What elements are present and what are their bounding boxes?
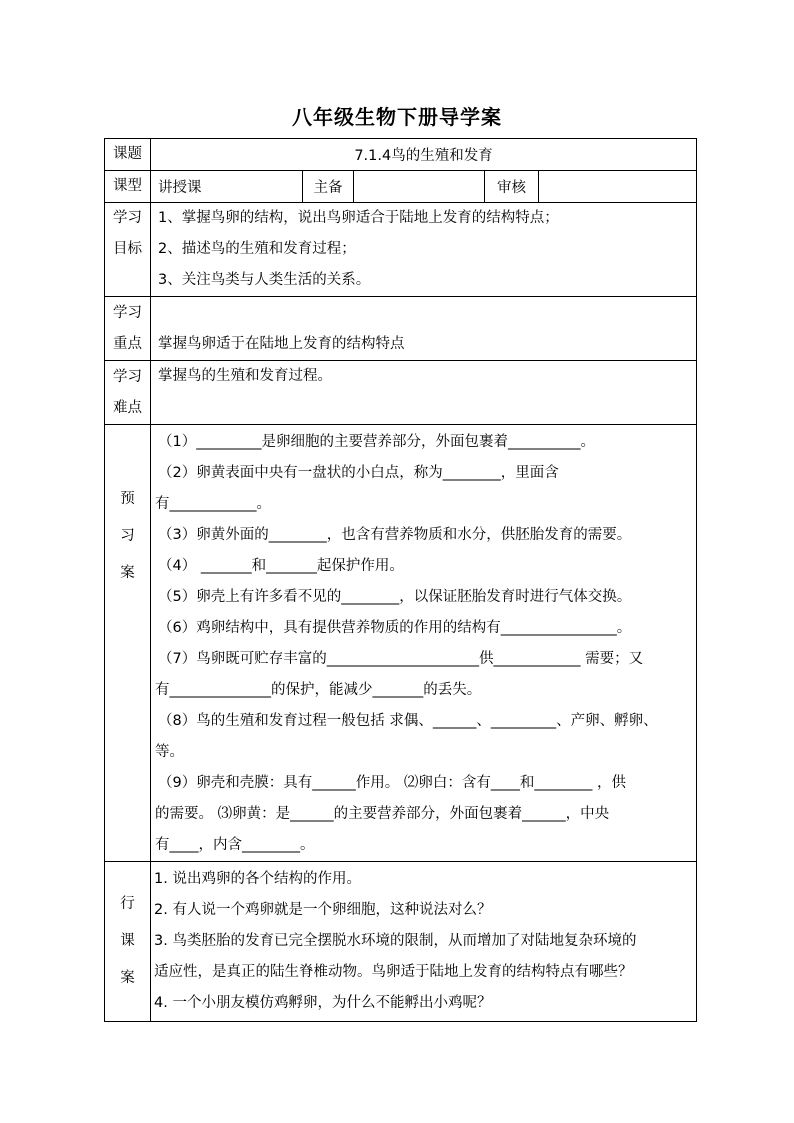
practice-questions	[151, 862, 697, 1022]
key-row	[105, 297, 697, 361]
review-label: 审核	[485, 171, 539, 203]
topic-row	[105, 139, 697, 171]
objective-item: 2、描述鸟的生殖和发育过程；	[158, 241, 356, 257]
practice-line: 适应性，是真正的陆生脊椎动物。鸟卵适于陆地上发育的结构特点有哪些？	[154, 964, 633, 980]
preview-label	[105, 425, 151, 862]
practice-line: 4. 一个小朋友模仿鸡孵卵，为什么不能孵出小鸡呢？	[154, 995, 492, 1011]
objective-item: 3、关注鸟类与人类生活的关系。	[158, 272, 371, 288]
practice-row	[105, 862, 697, 1022]
objectives-label-line: 学习	[113, 210, 142, 226]
study-plan-table	[104, 138, 697, 1022]
preview-line: （7）鸟卵既可贮存丰富的_____________________供____________ 需要；又	[158, 651, 644, 667]
key-label-line: 学习	[113, 304, 142, 321]
objective-item: 1、掌握鸟卵的结构，说出鸟卵适合于陆地上发育的结构特点；	[158, 210, 559, 226]
topic-value: 7.1.4鸟的生殖和发育	[151, 139, 697, 171]
preview-line: （1）_________是卵细胞的主要营养部分，外面包裹着__________。	[158, 434, 595, 450]
difficulty-label	[105, 361, 151, 425]
review-value	[539, 171, 697, 203]
key-label-line: 重点	[113, 335, 142, 352]
preview-label-char: 案	[120, 565, 135, 581]
preview-line: 有____________。	[155, 496, 271, 512]
page-title: 八年级生物下册导学案	[292, 105, 502, 129]
practice-label-char: 行	[120, 896, 135, 912]
preview-label-char: 习	[120, 528, 135, 544]
difficulty-value: 掌握鸟的生殖和发育过程。	[151, 361, 697, 425]
preview-line: 的需要。 ⑶卵黄：是______的主要营养部分，外面包裹着______，中央	[155, 806, 610, 822]
author-value	[354, 171, 485, 203]
objectives-label	[105, 203, 151, 297]
preview-line: 有______________的保护，能减少_______的丢失。	[155, 682, 482, 698]
preview-row	[105, 425, 697, 862]
difficulty-row	[105, 361, 697, 425]
topic-label: 课题	[105, 139, 151, 171]
objectives-row	[105, 203, 697, 297]
preview-line: （8）鸟的生殖和发育过程一般包括 求偶、______、_________、产卵、孵卵、	[158, 713, 658, 729]
practice-label	[105, 862, 151, 1022]
practice-line: 2. 有人说一个鸡卵就是一个卵细胞，这种说法对么？	[154, 902, 492, 918]
preview-label-char: 预	[120, 491, 135, 507]
practice-line: 3. 鸟类胚胎的发育已完全摆脱水环境的限制，从而增加了对陆地复杂环境的	[154, 933, 637, 949]
preview-questions	[151, 425, 697, 862]
objectives-list	[151, 203, 697, 297]
difficulty-label-line: 难点	[113, 399, 142, 416]
key-label	[105, 297, 151, 361]
preview-line: （4） _______和_______起保护作用。	[158, 558, 404, 574]
preview-line: （9）卵壳和壳膜：具有______作用。 ⑵卵白：含有____和________ ，供	[158, 775, 626, 791]
author-label: 主备	[303, 171, 354, 203]
preview-line: （5）卵壳上有许多看不见的________，以保证胚胎发育时进行气体交换。	[158, 589, 632, 605]
type-value: 讲授课	[151, 171, 303, 203]
preview-line: （3）卵黄外面的________，也含有营养物质和水分，供胚胎发育的需要。	[158, 527, 632, 543]
preview-line: 等。	[155, 744, 184, 760]
type-label: 课型	[105, 171, 151, 203]
preview-line: （6）鸡卵结构中，具有提供营养物质的作用的结构有________________。	[158, 620, 632, 636]
type-row	[105, 171, 697, 203]
preview-line: （2）卵黄表面中央有一盘状的小白点，称为________，里面含	[158, 465, 559, 481]
key-value: 掌握鸟卵适于在陆地上发育的结构特点	[151, 297, 697, 361]
practice-label-char: 课	[120, 933, 135, 949]
objectives-label-line: 目标	[113, 241, 142, 257]
difficulty-label-line: 学习	[113, 368, 142, 385]
practice-line: 1. 说出鸡卵的各个结构的作用。	[154, 871, 361, 887]
practice-label-char: 案	[120, 970, 135, 986]
preview-line: 有____，内含________。	[155, 837, 315, 853]
